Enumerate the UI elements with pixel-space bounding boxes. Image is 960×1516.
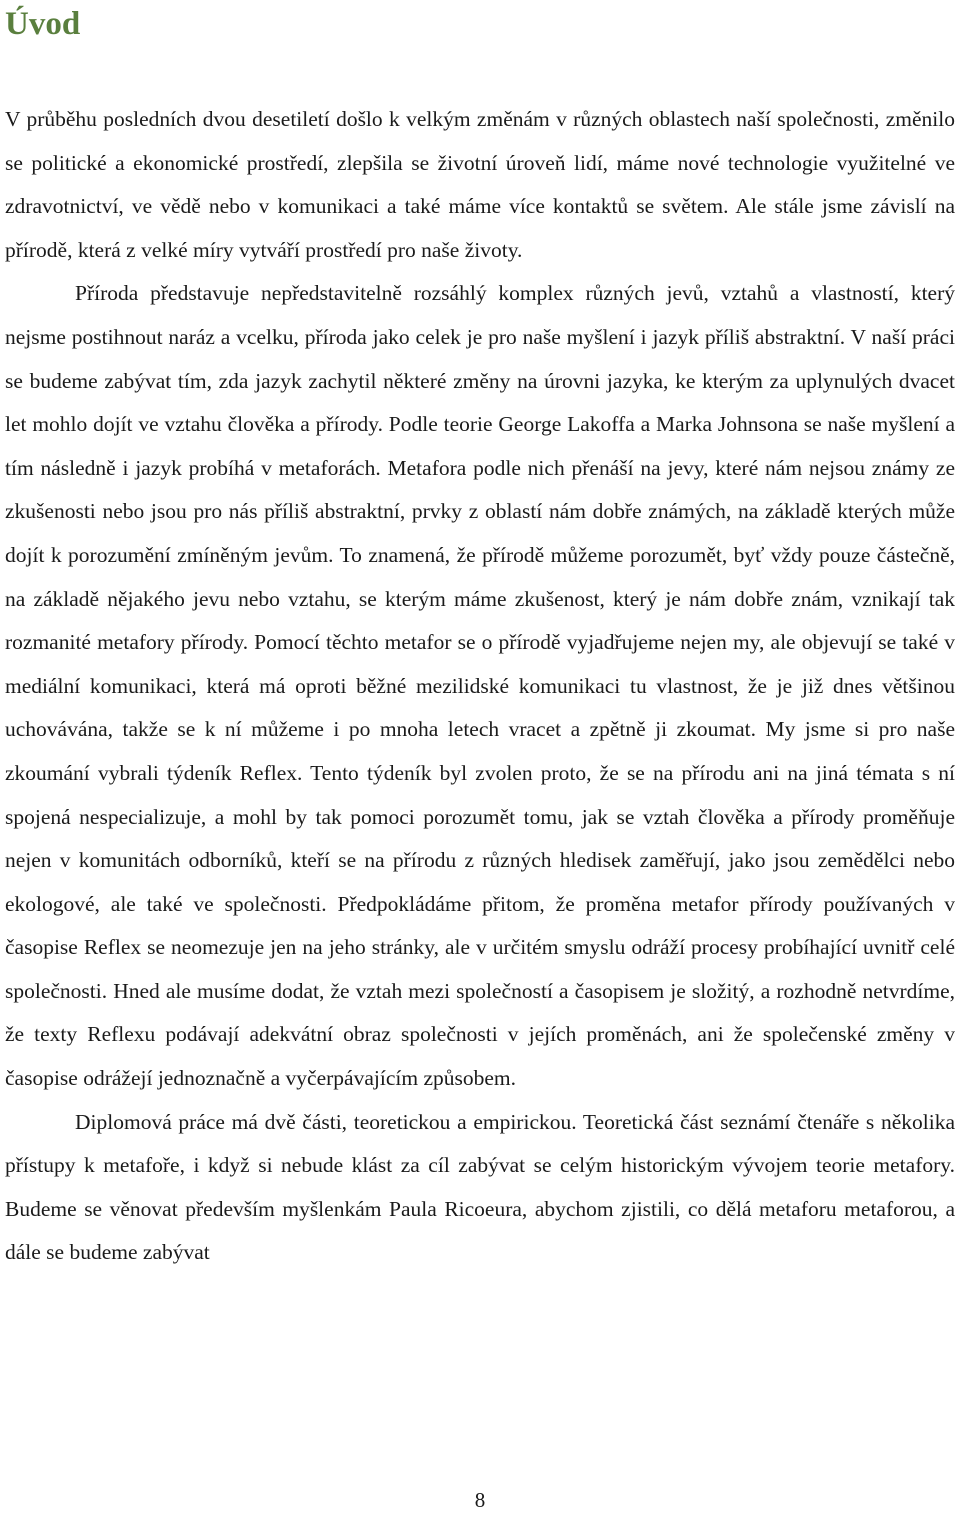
- paragraph-structure: Diplomová práce má dvě části, teoretickou a empirickou. Teoretická část seznámí čtenáře s několika přístupy k metafoře, i když si nebude klást za cíl zabývat se celým historickým vývojem teorie metafory. Budeme se věnovat především myšlenkám Paula Ricoeura, abychom zjistili, co dělá metaforu metaforou, a dále se budeme zabývat: [5, 1109, 955, 1265]
- paragraph-intro: V průběhu posledních dvou desetiletí došlo k velkým změnám v různých oblastech naší společnosti, změnilo se politické a ekonomické prostředí, zlepšila se životní úroveň lidí, máme nové technologie využitelné ve zdravotnictví, ve vědě nebo v komunikaci a také máme více kontaktů se světem. Ale stále jsme závislí na přírodě, která z velké míry vytváří prostředí pro naše životy.: [5, 107, 955, 262]
- section-heading: Úvod: [5, 6, 81, 42]
- paragraph-nature: Příroda představuje nepředstavitelně rozsáhlý komplex různých jevů, vztahů a vlastností, který nejsme postihnout naráz a vcelku, příroda jako celek je pro naše myšlení i jazyk příliš abstraktní. V naší práci se budeme zabývat tím, zda jazyk zachytil některé změny na úrovni jazyka, ke kterým za uplynulých dvacet let mohlo dojít ve vztahu člověka a přírody. Podle teorie George Lakoffa a Marka Johnsona se naše myšlení a tím následně i jazyk probíhá v metaforách. Metafora podle nich přenáší na jevy, které nám nejsou známy ze zkušenosti nebo jsou pro nás příliš abstraktní, prvky z oblastí nám dobře známých, na základě kterých může dojít k porozumění zmíněným jevům. To znamená, že přírodě můžeme porozumět, byť vždy pouze částečně, na základě nějakého jevu nebo vztahu, se kterým máme zkušenost, který je nám dobře znám, vznikají tak rozmanité metafory přírody. Pomocí těchto metafor se o přírodě vyjadřujeme nejen my, ale objevují se také v mediální komunikaci, která má oproti běžné mezilidské komunikaci tu vlastnost, že je již dnes většinou uchovávána, takže se k ní můžeme i po mnoha letech vracet a zpětně ji zkoumat. My jsme si pro naše zkoumání vybrali týdeník Reflex. Tento týdeník byl zvolen proto, že se na přírodu ani na jiná témata s ní spojená nespecializuje, a mohl by tak pomoci porozumět tomu, jak se vztah člověka a přírody proměňuje nejen v komunitách odborníků, kteří se na přírodu z různých hledisek zaměřují, jako jsou zemědělci nebo ekologové, ale také ve společnosti. Předpokládáme přitom, že proměna metafor přírody používaných v časopise Reflex se neomezuje jen na jeho stránky, ale v určitém smyslu odráží procesy probíhající uvnitř celé společnosti. Hned ale musíme dodat, že vztah mezi společností a časopisem je složitý, a rozhodně netvrdíme, že texty Reflexu podávají adekvátní obraz společnosti v jejích proměnách, ani že společenské změny v časopise odrážejí jednoznačně a vyčerpávajícím způsobem.: [5, 281, 955, 1091]
- body-text: [5, 98, 955, 1275]
- page-number: 8: [474, 1488, 486, 1512]
